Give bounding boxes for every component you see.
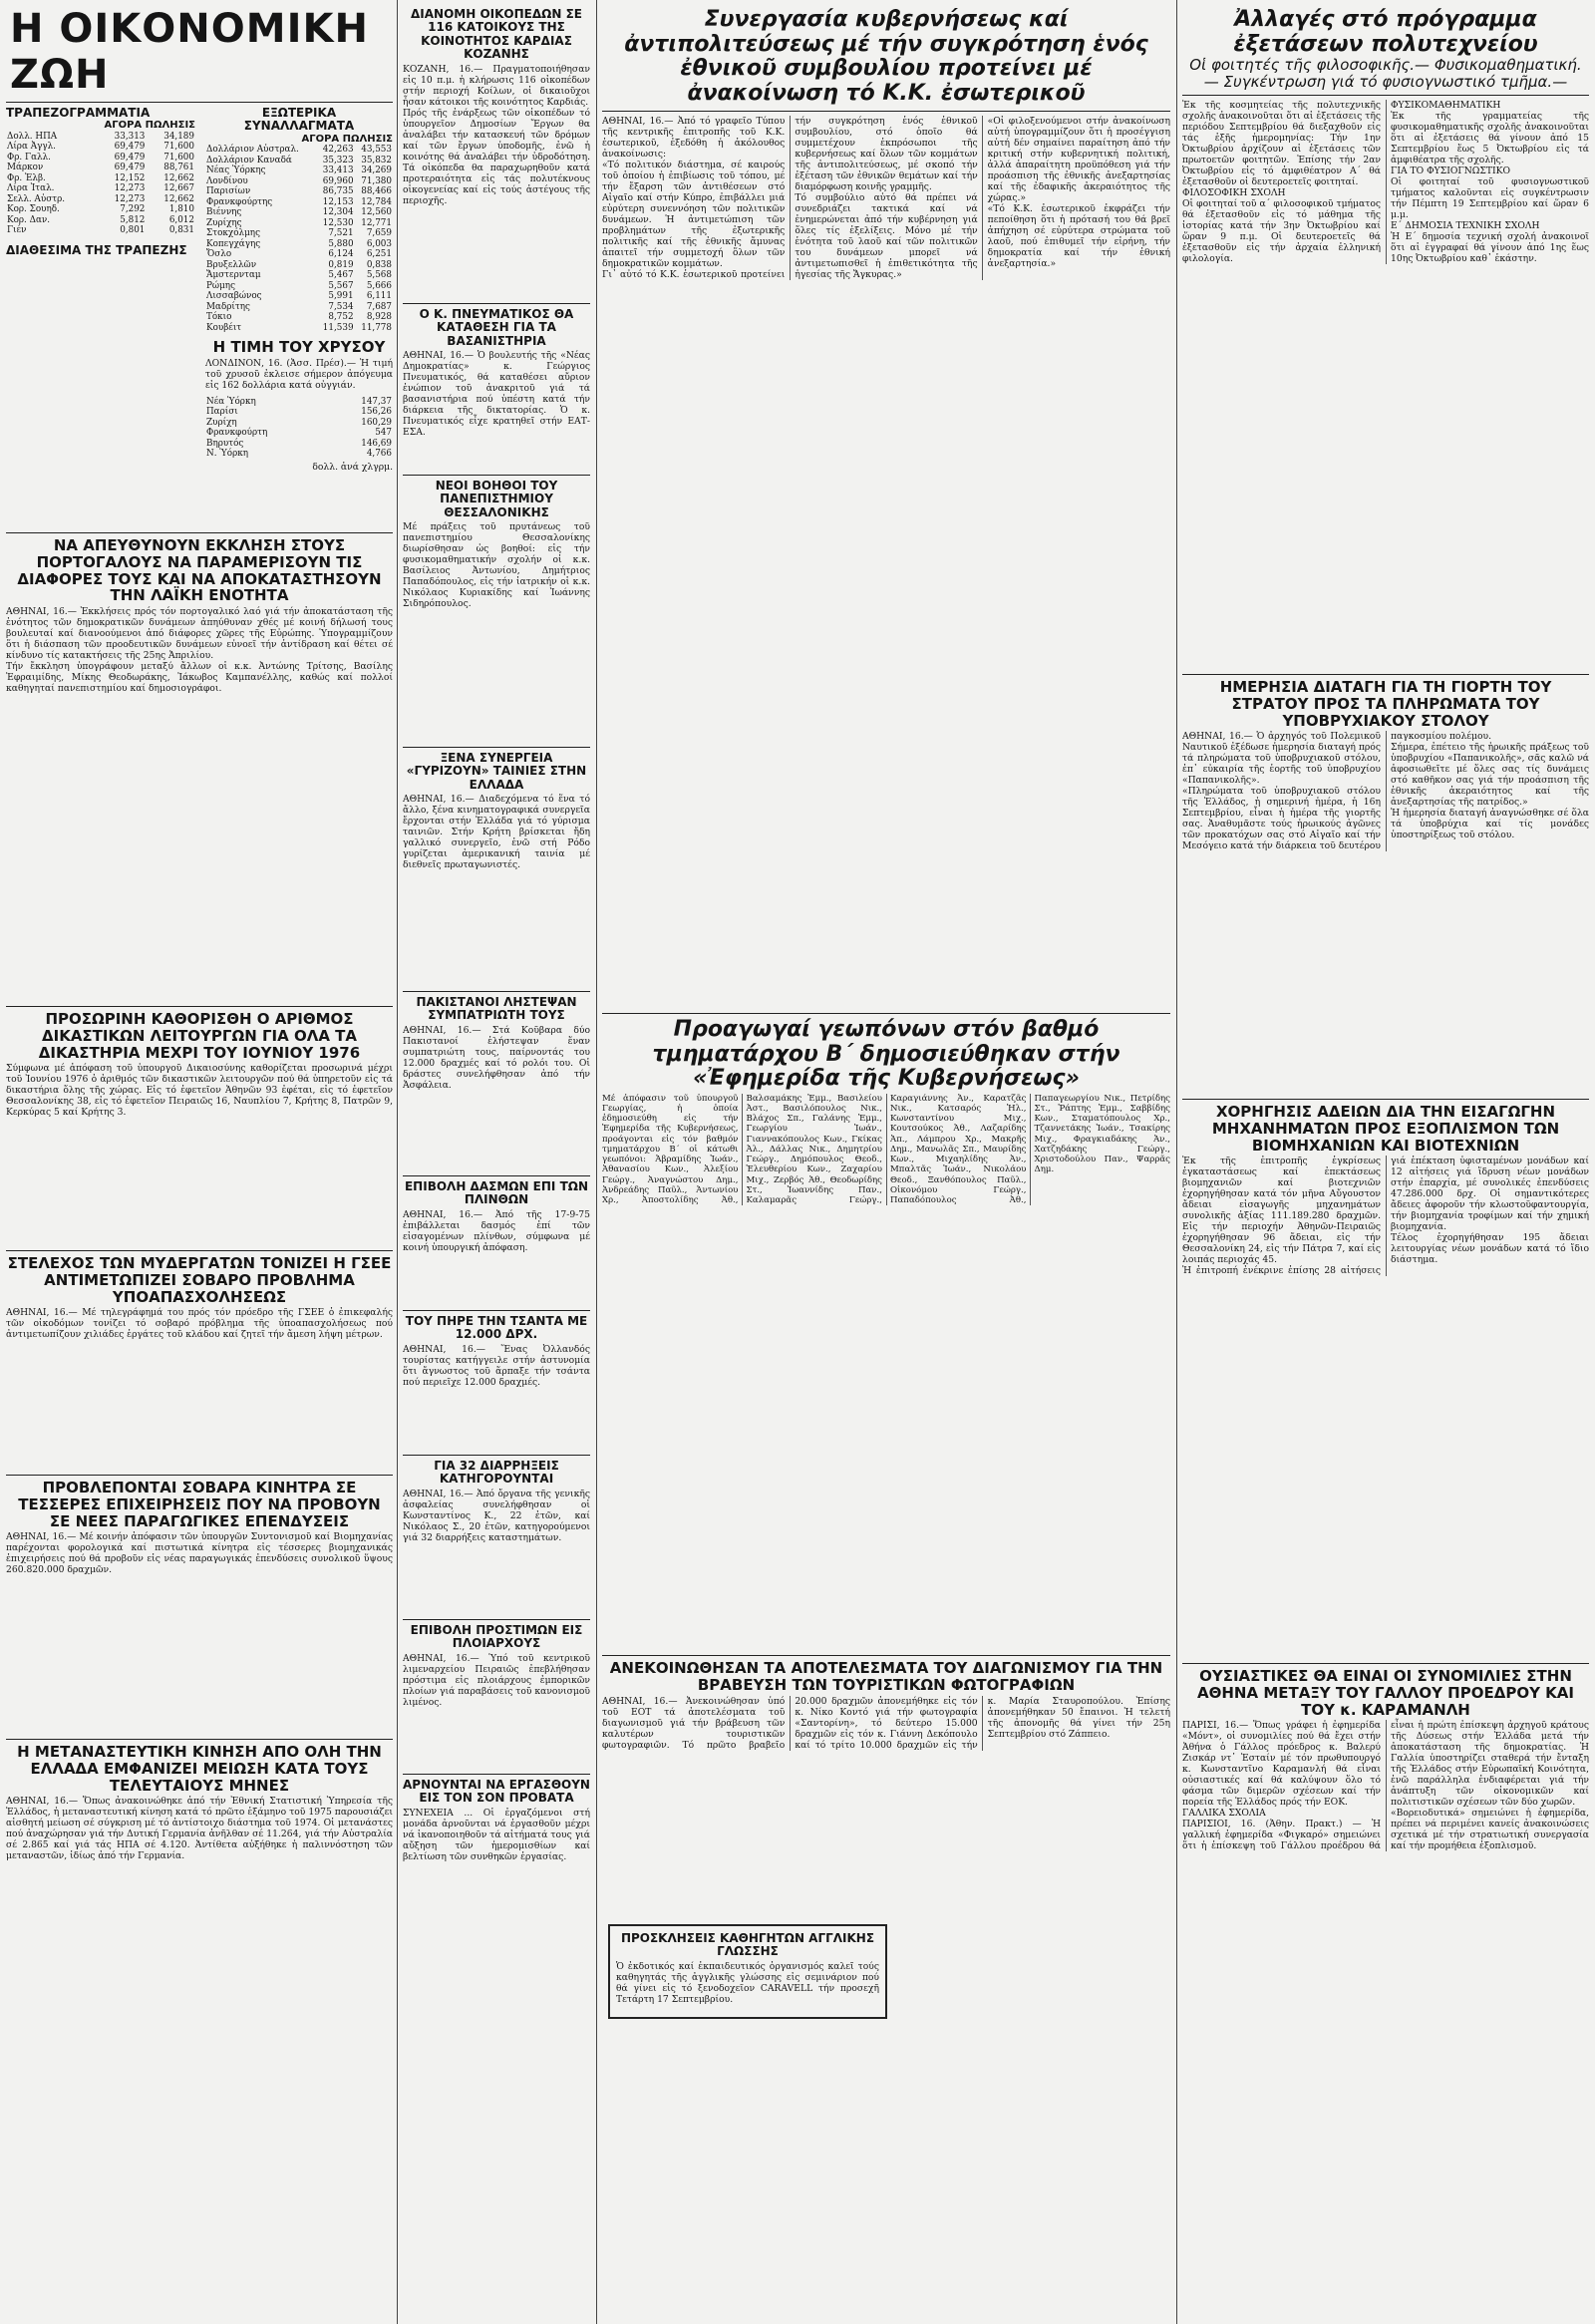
divider [403,1310,590,1311]
table-cell: Κορ. Σουηδ. [7,204,60,215]
incentives-headline: ΠΡΟΒΛΕΠΟΝΤΑΙ ΣΟΒΑΡΑ ΚΙΝΗΤΡΑ ΣΕ ΤΕΣΣΕΡΕΣ ΕΠΙΧΕΙΡΗΣΕΙΣ ΠΟΥ ΝΑ ΠΡΟΒΟΥΝ ΣΕ ΝΕΕΣ ΠΑΡΑΓΩΓΙΚΕΣ ΕΠΕΝΔΥΣΕΙΣ [18,1479,381,1530]
refuse-work-headline: ΑΡΝΟΥΝΤΑΙ ΝΑ ΕΡΓΑΣΘΟΥΝ ΕΙΣ ΤΟΝ ΣΟΝ ΠΡΟΒΑΤΑ [403,1778,590,1806]
tourist-films-headline: ΞΕΝΑ ΣΥΝΕΡΓΕΙΑ «ΓΥΡΙΖΟΥΝ» ΤΑΙΝΙΕΣ ΣΤΗΝ ΕΛΛΑΔΑ [406,751,587,792]
table-cell: 7,687 [366,301,392,312]
table-cell: Σελλ. Αὐστρ. [7,193,66,204]
table-row [205,218,393,229]
courts-headline: ΠΡΟΣΩΡΙΝΗ ΚΑΘΟΡΙΣΘΗ Ο ΑΡΙΘΜΟΣ ΔΙΚΑΣΤΙΚΩΝ ΛΕΙΤΟΥΡΓΩΝ ΓΙΑ ΟΛΑ ΤΑ ΔΙΚΑΣΤΗΡΙΑ ΜΕΧΡΙ ΤΟΥ ΙΟΥΝΙΟΥ 1976 [38,1010,361,1062]
table-row [205,156,393,166]
table-cell: Λίρα Ἀγγλ. [7,142,56,153]
table-cell: 69,960 [322,175,354,186]
table-cell: 5,666 [366,280,392,291]
exams-subhead: Οἱ φοιτητές τῆς φιλοσοφικῆς.— Φυσικομαθηματική.— Συγκέντρωση γιά τό φυσιογνωστικό τμῆμα.— [1189,56,1582,92]
bonds-heading: ΤΡΑΠΕΖΟΓΡΑΜΜΑΤΙΑ [6,106,151,120]
photo-contest-body: ΑΘΗΝΑΙ, 16.— Ἀνεκοινώθησαν ὑπό τοῦ ΕΟΤ τά ἀποτελέσματα τοῦ διαγωνισμοῦ γιά τήν βράβευση τῶν καλυτέρων τουριστικῶν φωτογραφιῶν. Τό πρῶτο βραβεῖο 20.000 δραχμῶν ἀπονεμήθηκε εἰς τόν κ. Νίκο Κοντό γιά τήν φωτογραφία «Σαντορίνη», τό δεύτερο 15.000 δραχμῶν εἰς τόν κ. Γιάννη Δεκόπουλο καί τό τρίτο 10.000 δραχμῶν εἰς τήν κ. Μαρία Σταυροπούλου. Ἐπίσης ἀπονεμήθηκαν 50 ἔπαινοι. Ἡ τελετή τῆς ἀπονομῆς θά γίνει τήν 25η Σεπτεμβρίου στό Ζάππειο. [602,1695,1170,1751]
table-cell: Κουβέιτ [206,322,242,333]
table-cell: 71,600 [163,142,194,153]
arrests-body: ΑΘΗΝΑΙ, 16.— Ἀπό ὄργανα τῆς γενικῆς ἀσφαλείας συνελήφθησαν οἱ Κωνσταντίνος Κ., 22 ἐτῶν, καί Νικόλαος Σ., 20 ἐτῶν, κατηγορούμενοι γιά 32 διαρρήξεις καταστημάτων. [403,1488,590,1543]
table-cell: Παρίσι [206,407,238,418]
table-cell: 7,659 [366,228,392,239]
table-cell: Κορ. Δαν. [7,214,51,225]
bag-headline: ΤΟΥ ΠΗΡΕ ΤΗΝ ΤΣΑΝΤΑ ΜΕ 12.000 ΔΡΧ. [405,1314,588,1342]
table-cell: 86,735 [322,186,354,197]
table-cell: 12,273 [114,183,146,194]
karamanlis-headline: ΟΥΣΙΑΣΤΙΚΕΣ ΘΑ ΕΙΝΑΙ ΟΙ ΣΥΝΟΜΙΛΙΕΣ ΣΤΗΝ ΑΘΗΝΑ ΜΕΤΑΞΥ ΤΟΥ ΓΑΛΛΟΥ ΠΡΟΕΔΡΟΥ ΚΑΙ ΤΟΥ κ. ΚΑΡΑΜΑΝΛΗ [1197,1667,1574,1719]
article-helpers [403,471,590,740]
divider [6,1739,393,1740]
cooperation-headline: Συνεργασία κυβερνήσεως καί ἀντιπολιτεύσεως μέ τήν συγκρότηση ἑνός ἐθνικοῦ συμβουλίου προτείνει μέ ἀνακοίνωση τό Κ.Κ. ἐσωτερικοῦ [624,8,1148,106]
table-cell: Βηρυτός [206,438,244,449]
table-cell: 69,479 [114,142,146,153]
table-cell: 12,784 [361,196,392,207]
gsee-body: ΑΘΗΝΑΙ, 16.— Μέ τηλεγράφημά του πρός τόν πρόεδρο τῆς ΓΣΕΕ ὁ ἐπικεφαλής τῶν οἰκοδόμων τονίζει τό σοβαρό πρόβλημα τῆς ὑποαπασχολήσεως πού ἀντιμετωπίζουν χιλιάδες ἐργάτες τοῦ κλάδου καί ζητεῖ τήν ἄμεση λήψη μέτρων. [6,1307,393,1341]
table-cell: 8,752 [328,312,354,323]
table-cell: 11,539 [322,322,354,333]
currency-heading: ΕΞΩΤΕΡΙΚΑ ΣΥΝΑΛΛΑΓΜΑΤΑ [243,106,355,134]
divider [403,303,590,304]
licenses-headline: ΧΟΡΗΓΗΣΙΣ ΑΔΕΙΩΝ ΔΙΑ ΤΗΝ ΕΙΣΑΓΩΓΗΝ ΜΗΧΑΝΗΜΑΤΩΝ ΠΡΟΣ ΕΞΟΠΛΙΣΜΟΝ ΤΩΝ ΒΙΟΜΗΧΑΝΙΩΝ ΚΑΙ ΒΙΟΤΕΧΝΙΩΝ [1211,1103,1560,1155]
table-cell: 6,124 [328,249,354,260]
table-cell: 7,534 [328,301,354,312]
table-cell: Στοκχόλμης [206,228,260,239]
table-row [205,449,393,460]
article-kozani [403,8,590,297]
table-cell: 88,761 [163,163,194,173]
article-bag [403,1306,590,1446]
table-row [205,176,393,187]
column-rule [1176,0,1177,2324]
table-cell: 43,553 [361,145,392,156]
table-cell: 12,662 [163,172,194,183]
table-row [205,145,393,156]
table-row [205,260,393,271]
article-karamanlis [1182,1659,1589,2317]
tolls-body: ΑΘΗΝΑΙ, 16.— Ἀπό τῆς 17-9-75 ἐπιβάλλεται δασμός ἐπί τῶν εἰσαγομένων πλίνθων, σύμφωνα μέ κοινή ὑπουργική ἀπόφαση. [403,1208,590,1253]
article-gsee [6,1246,393,1466]
table-cell: 71,600 [163,152,194,163]
divider [6,1475,393,1476]
table-cell: Γιέν [7,225,27,236]
divider [1182,674,1589,675]
article-pakistani [403,987,590,1166]
table-cell: 35,323 [322,155,354,166]
table-row [6,132,195,143]
divider [403,1619,590,1620]
table-cell: Ζυρίχης [206,217,242,228]
table-row [205,439,393,450]
fines-headline: ΕΠΙΒΟΛΗ ΠΡΟΣΤΙΜΩΝ ΕΙΣ ΠΛΟΙΑΡΧΟΥΣ [410,1623,583,1651]
table-cell: Φρανκφούρτη [206,428,268,439]
cooperation-body: ΑΘΗΝΑΙ, 16.— Ἀπό τό γραφεῖο Τύπου τῆς κεντρικῆς ἐπιτροπῆς τοῦ Κ.Κ. ἐσωτερικοῦ, ἐξεδόθη ἡ ἀκόλουθος ἀνακοίνωσις: «Τό πολιτικόν διάστημα, σέ καιρούς τοῦ ὁποίου ἡ ἐπιβίωσις τοῦ τόπου, μέ τήν ἔξαρση τῶν ἀντιθέσεων στό Αἰγαῖο καί στήν Κύπρο, ἐπιβάλλει μιά εὐρύτερη συνεννόηση τῶν πολιτικῶν δυνάμεων. Ἡ ἀντιμετώπιση τῶν προβλημάτων τῆς ἐξωτερικῆς πολιτικῆς καί τῆς ἐθνικῆς ἄμυνας ἀπαιτεῖ τήν συμμετοχή ὅλων τῶν δημοκρατικῶν κομμάτων. Γι᾽ αὐτό τό Κ.Κ. ἐσωτερικοῦ προτείνει τήν συγκρότηση ἑνός ἐθνικοῦ συμβουλίου, στό ὁποῖο θά συμμετέχουν ἐκπρόσωποι τῆς κυβερνήσεως καί ὅλων τῶν κομμάτων τῆς ἀντιπολιτεύσεως, μέ σκοπό τήν ἐξέταση τῶν ἐθνικῶν θεμάτων καί τήν διαμόρφωση κοινῆς γραμμῆς. Τό συμβούλιο αὐτό θά πρέπει νά συνεδριάζει τακτικά καί νά ἐνημερώνεται ἀπό τήν κυβέρνηση γιά ὅλες τίς ἐξελίξεις. Μόνο μέ τήν ἑνότητα τοῦ λαοῦ καί τῶν πολιτικῶν του δυνάμεων μπορεῖ νά ἀντιμετωπισθεῖ ἡ ἐπιθετικότητα τῆς ἡγεσίας τῆς Ἄγκυρας.» «Οἱ φιλοξενούμενοι στήν ἀνακοίνωση αὐτή ὑπογραμμίζουν ὅτι ἡ προσέγγιση αὐτή δέν σημαίνει παραίτηση ἀπό τήν κριτική στήν κυβερνητική πολιτική, ἀλλά ἀπαραίτητη προϋπόθεση γιά τήν προάσπιση τῆς ἐθνικῆς ἀνεξαρτησίας καί τῆς ἐδαφικῆς ἀκεραιότητος τῆς χώρας.» «Τό Κ.Κ. ἐσωτερικοῦ ἐκφράζει τήν πεποίθηση ὅτι ἡ πρότασή του θά βρεῖ ἀπήχηση σέ εὐρύτερα στρώματα τοῦ λαοῦ, πού ἐπιθυμεῖ τήν εἰρήνη, τήν δημοκρατία καί τήν ἐθνική ἀνεξαρτησία.» [602,115,1170,280]
bonds-subheading: ΑΓΟΡΑ ΠΩΛΗΣΙΣ [104,120,195,132]
pakistani-body: ΑΘΗΝΑΙ, 16.— Στά Κοῦβαρα δύο Πακιστανοί ἐλήστεψαν ἕναν συμπατριώτη τους, παίρνοντάς του 12.000 δραχμές καί τό ρολόι του. Οἱ δράστες συνελήφθησαν ἀπό τήν Ἀσφάλεια. [403,1024,590,1091]
portugal-headline: ΝΑ ΑΠΕΥΘΥΝΟΥΝ ΕΚΚΛΗΣΗ ΣΤΟΥΣ ΠΟΡΤΟΓΑΛΟΥΣ ΝΑ ΠΑΡΑΜΕΡΙΣΟΥΝ ΤΙΣ ΔΙΑΦΟΡΕΣ ΤΟΥΣ ΚΑΙ ΝΑ ΑΠΟΚΑΤΑΣΤΗΣΟΥΝ ΤΗΝ ΛΑΪΚΗ ΕΝΟΤΗΤΑ [17,536,382,605]
pneumatikos-body: ΑΘΗΝΑΙ, 16.— Ὁ βουλευτής τῆς «Νέας Δημοκρατίας» κ. Γεώργιος Πνευματικός, θά καταθέσει αὔριον ἐνώπιον τοῦ ἀνακριτοῦ γιά τά βασανιστήρια πού ὑπέστη κατά τήν διάρκεια τῆς δικτατορίας. Ὁ κ. Πνευματικός εἶχε κρατηθεῖ στήν ΕΑΤ-ΕΣΑ. [403,350,590,439]
table-row [205,239,393,250]
table-cell: 69,479 [114,163,146,173]
table-row [205,312,393,323]
table-cell: Ζυρίχη [206,417,237,428]
table-row [205,323,393,334]
table-row [6,153,195,164]
table-cell: 34,269 [361,166,392,176]
bag-body: ΑΘΗΝΑΙ, 16.— Ἕνας Ὀλλανδός τουρίστας κατήγγειλε στήν ἀστυνομία ὅτι ἄγνωστος τοῦ ἅρπαξε τήν τσάντα πού περιεῖχε 12.000 δραχμές. [403,1343,590,1388]
table-cell: Νέας Ὑόρκης [206,166,266,176]
gold-footer: δολλ. ἀνά χλγρμ. [312,461,393,473]
table-cell: Ὄσλο [206,249,232,260]
table-cell: 147,37 [361,396,392,407]
courts-body: Σύμφωνα μέ ἀπόφαση τοῦ ὑπουργοῦ Δικαιοσύνης καθορίζεται προσωρινά μέχρι τοῦ Ἰουνίου 1976 ὁ ἀριθμός τῶν δικαστικῶν λειτουργῶν πού θά ὑπηρετοῦν εἰς τά δικαστήρια ὅλης τῆς χώρας. Εἰς τό ἐφετεῖον Ἀθηνῶν 93 ἐφέται, εἰς τό ἐφετεῖον Θεσσαλονίκης 38, εἰς τό ἐφετεῖον Πειραιῶς 16, Ναυπλίου 7, Κρήτης 8, Πατρῶν 9, Κερκύρας 5 καί Κρήτης 3. [6,1063,393,1119]
article-fines [403,1615,590,1765]
divider [602,1655,1170,1656]
table-cell: 146,69 [361,438,392,449]
divider [403,747,590,748]
gold-table [205,397,393,460]
table-row [205,249,393,260]
agronomists-headline: Προαγωγαί γεωπόνων στόν βαθμό τμηματάρχου Β΄ δημοσιεύθηκαν στήν «Ἐφημερίδα τῆς Κυβερνήσεως» [652,1017,1120,1092]
table-cell: 69,479 [114,152,146,163]
table-row [6,194,195,205]
table-cell: Φρανκφούρτης [206,196,273,207]
column-rule [397,0,398,2324]
table-row [205,397,393,408]
article-cooperation [602,8,1170,1005]
table-cell: 0,831 [168,225,194,236]
article-tourist-films [403,743,590,982]
table-cell: 35,832 [361,155,392,166]
table-row [205,418,393,429]
table-cell: 160,29 [361,417,392,428]
table-row [205,197,393,208]
table-cell: 12,667 [163,183,194,194]
table-cell: 12,662 [163,193,194,204]
teachers-box [608,1924,887,2019]
table-row [6,215,195,226]
table-cell: Λίρα Ἰταλ. [7,183,55,194]
teachers-body: Ὁ ἐκδοτικός καί ἐκπαιδευτικός ὀργανισμός καλεῖ τούς καθηγητάς τῆς ἀγγλικῆς γλώσσης εἰς σεμινάριον πού θά γίνει εἰς τό ξενοδοχεῖον CARAVELL τήν προσεχῆ Τετάρτη 17 Σεπτεμβρίου. [616,1960,879,2005]
table-cell: 6,003 [366,238,392,249]
table-row [6,225,195,236]
portugal-body: ΑΘΗΝΑΙ, 16.— Ἐκκλήσεις πρός τόν πορτογαλικό λαό γιά τήν ἀποκατάσταση τῆς ἑνότητος τῶν δημοκρατικῶν δυνάμεων ἀπηύθυναν χθές μέ κοινή δήλωσή τους βουλευταί καί διανοούμενοι ἀπό διάφορες χῶρες τῆς Εὐρώπης. Ὑπογραμμίζουν ὅτι ἡ διάσπαση τῶν προοδευτικῶν δυνάμεων εὐνοεῖ τήν ἀντίδραση καί θέτει σέ κίνδυνο τίς κατακτήσεις τῆς 25ης Ἀπριλίου. Τήν ἔκκληση ὑπογράφουν μεταξύ ἄλλων οἱ κ.κ. Ἀντώνης Τρίτσης, Βασίλης Ἐφραιμίδης, Μίκης Θεοδωράκης, Ἰάκωβος Καμπανέλλης, καθώς καί πολλοί καθηγηταί πανεπιστημίου καί δημοσιογράφοι. [6,606,393,695]
table-cell: 5,467 [328,270,354,281]
table-cell: 0,838 [366,259,392,270]
arrests-headline: ΓΙΑ 32 ΔΙΑΡΡΗΞΕΙΣ ΚΑΤΗΓΟΡΟΥΝΤΑΙ [434,1459,559,1487]
helpers-headline: ΝΕΟΙ ΒΟΗΘΟΙ ΤΟΥ ΠΑΝΕΠΙΣΤΗΜΙΟΥ ΘΕΣΣΑΛΟΝΙΚΗΣ [435,479,558,519]
masthead-title: Η ΟΙΚΟΝΟΜΙΚΗ ΖΩΗ [10,6,369,98]
army-day-headline: ΗΜΕΡΗΣΙΑ ΔΙΑΤΑΓΗ ΓΙΑ ΤΗ ΓΙΟΡΤΗ ΤΟΥ ΣΤΡΑΤΟΥ ΠΡΟΣ ΤΑ ΠΛΗΡΩΜΑΤΑ ΤΟΥ ΥΠΟΒΡΥΧΙΑΚΟΥ ΣΤΟΛΟΥ [1219,678,1552,730]
divider [1182,95,1589,96]
pakistani-headline: ΠΑΚΙΣΤΑΝΟΙ ΛΗΣΤΕΨΑΝ ΣΥΜΠΑΤΡΙΩΤΗ ΤΟΥΣ [416,995,577,1023]
kozani-headline: ΔΙΑΝΟΜΗ ΟΙΚΟΠΕΔΩΝ ΣΕ 116 ΚΑΤΟΙΚΟΥΣ ΤΗΣ ΚΟΙΝΟΤΗΤΟΣ ΚΑΡΔΙΑΣ ΚΟΖΑΝΗΣ [411,8,582,62]
table-cell: 5,880 [328,238,354,249]
divider [1182,1663,1589,1664]
table-cell: Τόκιο [206,312,232,323]
table-cell: Δολλ. ΗΠΑ [7,131,58,142]
divider [403,475,590,476]
divider [403,1774,590,1775]
table-cell: 5,812 [120,214,146,225]
table-cell: 12,273 [114,193,146,204]
article-army-day [1182,670,1589,1089]
article-licenses [1182,1095,1589,1653]
table-cell: 5,568 [366,270,392,281]
table-cell: 12,152 [114,172,146,183]
gsee-headline: ΣΤΕΛΕΧΟΣ ΤΩΝ ΜΥΔΕΡΓΑΤΩΝ ΤΟΝΙΖΕΙ Η ΓΣΕΕ ΑΝΤΙΜΕΤΩΠΙΖΕΙ ΣΟΒΑΡΟ ΠΡΟΒΛΗΜΑ ΥΠΟΑΠΑΣΧΟΛΗΣΕΩΣ [7,1254,392,1306]
table-cell: Φρ. Γαλλ. [7,152,51,163]
exams-body: Ἐκ τῆς κοσμητείας τῆς πολυτεχνικῆς σχολῆς ἀνακοινοῦται ὅτι αἱ ἐξετάσεις τῆς περιόδου Σεπτεμβρίου θά διεξαχθοῦν εἰς τάς ἑξῆς ἡμερομηνίας: Τήν 1ην Ὀκτωβρίου ἀρχίζουν αἱ ἐξετάσεις τῶν πρωτοετῶν φοιτητῶν. Ἐπίσης τήν 2αν Ὀκτωβρίου εἰς τό ἀμφιθέατρον Α΄ θά ἐξετασθοῦν οἱ δευτεροετεῖς φοιτηταί. ΦΙΛΟΣΟΦΙΚΗ ΣΧΟΛΗ Οἱ φοιτηταί τοῦ α΄ φιλοσοφικοῦ τμήματος θά ἐξετασθοῦν εἰς τό μάθημα τῆς ἱστορίας κατά τήν 3ην Ὀκτωβρίου καί ὥραν 9 π.μ. Οἱ δευτεροετεῖς θά ἐξετασθοῦν εἰς τήν ἀρχαία ἑλληνική φιλολογία. ΦΥΣΙΚΟΜΑΘΗΜΑΤΙΚΗ Ἐκ τῆς γραμματείας τῆς φυσικομαθηματικῆς σχολῆς ἀνακοινοῦται ὅτι αἱ ἐξετάσεις θά γίνουν ἀπό 15 Σεπτεμβρίου ἕως 5 Ὀκτωβρίου εἰς τά ἀμφιθέατρα τῆς σχολῆς. ΓΙΑ ΤΟ ΦΥΣΙΟΓΝΩΣΤΙΚΟ Οἱ φοιτηταί τοῦ φυσιογνωστικοῦ τμήματος καλοῦνται εἰς συγκέντρωσιν τήν Πέμπτη 19 Σεπτεμβρίου καί ὥραν 6 μ.μ. Ε΄ ΔΗΜΟΣΙΑ ΤΕΧΝΙΚΗ ΣΧΟΛΗ Ἡ Ε΄ δημοσία τεχνική σχολή ἀνακοινοῖ ὅτι αἱ ἐγγραφαί θά γίνουν ἀπό 1ης ἕως 10ης Ὀκτωβρίου καθ᾽ ἑκάστην. [1182,99,1589,264]
agronomists-body: Μέ ἀπόφασιν τοῦ ὑπουργοῦ Γεωργίας, ἡ ὁποία ἐδημοσιεύθη εἰς τήν Ἐφημερίδα τῆς Κυβερνήσεως, προάγονται εἰς τόν βαθμόν τμηματάρχου Β΄ οἱ κάτωθι γεωπόνοι: Ἀβραμίδης Ἰωάν., Ἀθανασίου Κων., Ἀλεξίου Γεώργ., Ἀναγνώστου Δημ., Ἀνδρεάδης Παῦλ., Ἀντωνίου Χρ., Ἀποστολίδης Ἀθ., Βαλσαμάκης Ἐμμ., Βασιλείου Ἀστ., Βασιλόπουλος Νικ., Βλάχος Σπ., Γαλάνης Ἐμμ., Γεωργίου Ἰωάν., Γιαννακόπουλος Κων., Γκίκας Ἀλ., Δάλλας Νικ., Δημητρίου Γεώργ., Δημόπουλος Θεοδ., Ἐλευθερίου Κων., Ζαχαρίου Μιχ., Ζερβός Ἀθ., Θεοδωρίδης Στ., Ἰωαννίδης Παν., Καλαμαρᾶς Γεώργ., Καραγιάννης Ἀν., Καρατζᾶς Νικ., Κατσαρός Ἠλ., Κωνσταντίνου Μιχ., Κουτσούκος Ἀθ., Λαζαρίδης Ἀπ., Λάμπρου Χρ., Μακρῆς Δημ., Μανωλᾶς Σπ., Μαυρίδης Κων., Μιχαηλίδης Ἀν., Μπαλτᾶς Ἰωάν., Νικολάου Θεοδ., Ξανθόπουλος Παῦλ., Οἰκονόμου Γεώργ., Παπαδόπουλος Ἀθ., Παπαγεωργίου Νικ., Πετρίδης Στ., Ῥάπτης Ἐμμ., Σαββίδης Κων., Σταματόπουλος Χρ., Τζαννετάκης Ἰωάν., Τσακίρης Μιχ., Φραγκιαδάκης Ἀν., Χατζηδάκης Γεώργ., Χριστοδούλου Παν., Ψαρρᾶς Δημ. [602,1093,1170,1205]
currency-subheading: ΑΓΟΡΑ ΠΩΛΗΣΙΣ [301,133,393,145]
table-row [205,228,393,239]
table-row [205,291,393,302]
kozani-body: ΚΟΖΑΝΗ, 16.— Πραγματοποιήθησαν εἰς 10 π.μ. ἡ κλήρωσις 116 οἰκοπέδων στήν περιοχή Κοίλων, οἱ δικαιοῦχοι ἦσαν κάτοικοι τῆς κοινότητος Καρδιάς. Πρός τῆς ἐνάρξεως τῶν οἰκοπέδων τό ὑπουργεῖον Δημοσίων Ἔργων θα ἀναλάβει τήν κατασκευή τῶν δρόμων καί τῶν ἔργων ὑποδομῆς, ἐνῶ ἡ κοινότης θά ἀναλάβει τήν ὑδροδότηση. Τά οἰκόπεδα θα παραχωρηθοῦν κατά προτεραιότητα εἰς τάς πολυτέκνους οἰκογενείας καί εἰς τούς ἀστέγους τῆς περιοχῆς. [403,63,590,206]
divider [1182,1099,1589,1100]
table-cell: 12,560 [361,207,392,218]
masthead-rule [6,102,393,103]
divider [602,1013,1170,1014]
table-cell: Ν. Ὑόρκη [206,449,249,460]
table-cell: Νέα Ὑόρκη [206,396,256,407]
table-cell: 7,292 [120,204,146,215]
table-row [205,428,393,439]
table-row [205,281,393,292]
bonds-table [6,132,195,236]
table-row [6,173,195,184]
table-cell: Δολλάριον Αὐστραλ. [206,145,299,156]
helpers-body: Μέ πράξεις τοῦ πρυτάνεως τοῦ πανεπιστημίου Θεσσαλονίκης διωρίσθησαν ὡς βοηθοί: εἰς τήν φυσικομαθηματικήν σχολήν οἱ κ.κ. Βασίλειος Ἀντωνίου, Δημήτριος Παπαδόπουλος, εἰς τήν ἰατρικήν οἱ κ.κ. Νικόλαος Κυριακίδης καί Ἰωάννης Σιδηρόπουλος. [403,521,590,610]
article-incentives [6,1471,393,1730]
article-courts [6,1002,393,1241]
bank-heading: ΔΙΑΘΕΣΙΜΑ ΤΗΣ ΤΡΑΠΕΖΗΣ [6,242,187,257]
teachers-headline: ΠΡΟΣΚΛΗΣΕΙΣ ΚΑΘΗΓΗΤΩΝ ΑΓΓΛΙΚΗΣ ΓΛΩΣΣΗΣ [620,1931,875,1959]
table-row [6,163,195,173]
article-arrests [403,1451,590,1610]
table-cell: 11,778 [361,322,392,333]
table-cell: 6,251 [366,249,392,260]
table-row [205,166,393,176]
table-row [205,407,393,418]
article-exams [1182,8,1589,666]
table-row [205,270,393,281]
incentives-body: ΑΘΗΝΑΙ, 16.— Μέ κοινήν ἀπόφασιν τῶν ὑπουργῶν Συντονισμοῦ καί Βιομηχανίας παρέχονται φορολογικά καί πιστωτικά κίνητρα εἰς τέσσερες βιομηχανικάς ἐπιχειρήσεις πού θά προβοῦν εἰς νέας παραγωγικάς ἐπενδύσεις συνολικοῦ ὕψους 260.820.000 δραχμῶν. [6,1531,393,1576]
article-portugal [6,528,393,997]
table-cell: Δολλάριον Καναδά [206,155,292,166]
table-cell: 7,521 [328,228,354,239]
tourist-films-body: ΑΘΗΝΑΙ, 16.— Διαδεχόμενα τό ἕνα τό ἄλλο, ξένα κινηματογραφικά συνεργεῖα ἔρχονται στήν Ἑλλάδα γιά τό γύρισμα ταινιῶν. Στήν Κρήτη βρίσκεται ἤδη γαλλικό συνεργεῖο, ἐνῶ στή Ρόδο γυρίζεται ἀμερικανική ταινία μέ διεθνεῖς πρωταγωνιστές. [403,794,590,871]
refuse-work-body: ΣΥΝΕΧΕΙΑ ... Οἱ ἐργαζόμενοι στή μονάδα ἀρνοῦνται νά ἐργασθοῦν μέχρι νά ἱκανοποιηθοῦν τά αἰτήματά τους γιά αὔξηση τῶν ἡμερομισθίων καί βελτίωση τῶν συνθηκῶν ἐργασίας. [403,1807,590,1862]
divider [6,532,393,533]
table-row [6,183,195,194]
divider [6,1250,393,1251]
table-cell: 88,466 [361,186,392,197]
migration-body: ΑΘΗΝΑΙ, 16.— Ὅπως ἀνακοινώθηκε ἀπό τήν Ἐθνική Στατιστική Ὑπηρεσία τῆς Ἑλλάδος, ἡ μεταναστευτική κίνηση κατά τό πρῶτο ἑξάμηνο τοῦ 1975 παρουσιάζει αἰσθητή μείωση σέ σύγκριση μέ τό ἀντίστοιχο διάστημα τοῦ 1974. Οἱ μετανάστες πού ἀναχώρησαν γιά τήν Δυτική Γερμανία ἀνῆλθαν σέ 11.264, γιά τήν Αὐστραλία σέ 2.865 καί γιά τάς ΗΠΑ σέ 4.120. Ἀντίθετα αὐξήθηκε ἡ παλιννόστηση τῶν μεταναστῶν, ἰδίως ἀπό τήν Γερμανία. [6,1796,393,1862]
table-cell: 6,012 [168,214,194,225]
divider [6,1006,393,1007]
table-cell: Μαδρίτης [206,301,250,312]
table-row [6,142,195,153]
table-cell: 156,26 [361,407,392,418]
table-row [205,186,393,197]
table-cell: 5,991 [328,291,354,302]
exams-headline: Ἀλλαγές στό πρόγραμμα ἐξετάσεων πολυτεχνείου [1233,8,1538,57]
table-cell: 12,153 [322,196,354,207]
column-rule [596,0,597,2324]
divider [403,1455,590,1456]
table-cell: 34,189 [163,131,194,142]
fines-body: ΑΘΗΝΑΙ, 16.— Ὑπό τοῦ κεντρικοῦ λιμεναρχείου Πειραιῶς ἐπεβλήθησαν πρόστιμα εἰς πλοιάρχους ἐμπορικῶν πλοίων γιά παραβάσεις τοῦ κανονισμοῦ λιμένος. [403,1652,590,1708]
table-cell: Ἄμστερνταμ [206,270,261,281]
table-cell: 12,771 [361,217,392,228]
economy-section [6,6,393,524]
migration-headline: Η ΜΕΤΑΝΑΣΤΕΥΤΙΚΗ ΚΙΝΗΣΗ ΑΠΟ ΟΛΗ ΤΗΝ ΕΛΛΑΔΑ ΕΜΦΑΝΙΖΕΙ ΜΕΙΩΣΗ ΚΑΤΑ ΤΟΥΣ ΤΕΛΕΥΤΑΙΟΥΣ ΜΗΝΕΣ [17,1743,382,1795]
divider [403,1175,590,1176]
table-cell: 71,380 [361,175,392,186]
table-cell: 1,810 [168,204,194,215]
table-row [205,302,393,313]
table-cell: Φρ. Ἑλβ. [7,172,46,183]
licenses-body: Ἐκ τῆς ἐπιτροπῆς ἐγκρίσεως ἐγκαταστάσεως καί ἐπεκτάσεως βιομηχανιῶν καί βιοτεχνιῶν ἐχορηγήθησαν κατά τόν μῆνα Αὔγουστον ἄδειαι εἰσαγωγῆς μηχανημάτων συνολικῆς ἀξίας 111.189.280 δραχμῶν. Εἰς τήν περιοχήν Ἀθηνῶν-Πειραιῶς ἐχορηγήθησαν 96 ἄδειαι, εἰς τήν Θεσσαλονίκη 24, εἰς τήν Πάτρα 7, καί εἰς λοιπάς περιοχάς 45. Ἡ ἐπιτροπή ἐνέκρινε ἐπίσης 28 αἰτήσεις γιά ἐπέκταση ὑφισταμένων μονάδων καί 12 αἰτήσεις γιά ἵδρυση νέων μονάδων στήν ἐπαρχία, μέ συνολικές ἐπενδύσεις 47.286.000 δρχ. Οἱ σημαντικότερες ἄδειες ἀφοροῦν τήν κλωστοϋφαντουργία, τήν βιομηχανία τροφίμων καί τήν χημική βιομηχανία. Τέλος ἐχορηγήθησαν 195 ἄδειαι λειτουργίας νέων μονάδων κατά τό ἴδιο διάστημα. [1182,1156,1589,1277]
currency-table [205,145,393,333]
table-cell: 33,313 [114,131,146,142]
table-cell: Βρυξελλῶν [206,259,257,270]
table-cell: 12,304 [322,207,354,218]
army-day-body: ΑΘΗΝΑΙ, 16.— Ὁ ἀρχηγός τοῦ Πολεμικοῦ Ναυτικοῦ ἐξέδωσε ἡμερησία διαταγή πρός τά πληρώματα τοῦ ὑποβρυχιακοῦ στόλου, ἐπ᾽ εὐκαιρία τῆς ἑορτῆς τοῦ ὑποβρυχίου «Παπανικολῆς». «Πληρώματα τοῦ ὑποβρυχιακοῦ στόλου τῆς Ἑλλάδος, ἡ σημερινή ἡμέρα, ἡ 16η Σεπτεμβρίου, εἶναι ἡ ἡμέρα τῆς γιορτῆς σας. Ἀναθυμᾶστε τούς ἡρωικούς ἀγῶνες τῶν προκατόχων σας στό Αἰγαῖο καί τήν Μεσόγειο κατά τήν διάρκεια τοῦ δευτέρου παγκοσμίου πολέμου. Σήμερα, ἐπέτειο τῆς ἡρωικῆς πράξεως τοῦ ὑποβρυχίου «Παπανικολῆς», σᾶς καλῶ νά ἀφοσιωθεῖτε μέ ὅλες σας τίς δυνάμεις στό καθῆκον σας γιά τήν προάσπιση τῆς ἐθνικῆς ἀκεραιότητος καί τῆς ἀνεξαρτησίας τῆς πατρίδος.» Ἡ ἡμερησία διαταγή ἀναγνώσθηκε σέ ὅλα τά ὑποβρύχια καί τίς μονάδες ὑποστηρίξεως τοῦ στόλου. [1182,731,1589,852]
karamanlis-body: ΠΑΡΙΣΙ, 16.— Ὅπως γράφει ἡ ἐφημερίδα «Μόντ», οἱ συνομιλίες πού θά ἔχει στήν Ἀθήνα ὁ Γάλλος πρόεδρος κ. Βαλερύ Ζισκάρ ντ᾽ Ἐσταίν μέ τόν πρωθυπουργό κ. Κωνσταντῖνο Καραμανλή θά εἶναι οὐσιαστικές καί θά καλύψουν ὅλο τό φάσμα τῶν διμερῶν σχέσεων καί τήν πορεία τῆς Ἑλλάδος πρός τήν ΕΟΚ. ΓΑΛΛΙΚΑ ΣΧΟΛΙΑ ΠΑΡΙΣΙΟΙ, 16. (Ἀθην. Πρακτ.) — Ἡ γαλλική ἐφημερίδα «Φιγκαρό» σημειώνει ὅτι ἡ ἐπίσκεψη τοῦ Γάλλου προέδρου θά εἶναι ἡ πρώτη ἐπίσκεψη ἀρχηγοῦ κράτους τῆς Δύσεως στήν Ἑλλάδα μετά τήν ἀποκατάσταση τῆς δημοκρατίας. Ἡ Γαλλία ὑποστηρίζει σταθερά τήν ἔνταξη τῆς Ἑλλάδος στήν Εὐρωπαϊκή Κοινότητα, ἐνῶ παράλληλα ἐνδιαφέρεται γιά τήν ἀνάπτυξη τῶν οἰκονομικῶν καί πολιτιστικῶν σχέσεων τῶν δύο χωρῶν. «Βορειοδυτικά» σημειώνει ἡ ἐφημερίδα, πρέπει νά περιμένει κανείς ἀνακοινώσεις σχετικά μέ τήν στρατιωτική συνεργασία καί τήν προμήθεια ἐξοπλισμοῦ. [1182,1720,1589,1852]
table-cell: 547 [375,428,392,439]
table-cell: 0,801 [120,225,146,236]
table-cell: Λονδίνου [206,175,248,186]
photo-contest-headline: ΑΝΕΚΟΙΝΩΘΗΣΑΝ ΤΑ ΑΠΟΤΕΛΕΣΜΑΤΑ ΤΟΥ ΔΙΑΓΩΝΙΣΜΟΥ ΓΙΑ ΤΗΝ ΒΡΑΒΕΥΣΗ ΤΩΝ ΤΟΥΡΙΣΤΙΚΩΝ ΦΩΤΟΓΡΑΦΙΩΝ [609,1659,1163,1694]
divider [602,111,1170,112]
tolls-headline: ΕΠΙΒΟΛΗ ΔΑΣΜΩΝ ΕΠΙ ΤΩΝ ΠΛΙΝΘΩΝ [404,1179,588,1207]
gold-heading: Η ΤΙΜΗ ΤΟΥ ΧΡΥΣΟΥ [212,338,386,357]
divider [403,991,590,992]
table-cell: 42,263 [322,145,354,156]
article-agronomists [602,1009,1170,1647]
table-cell: Κοπεγχάγης [206,238,261,249]
pneumatikos-headline: Ο Κ. ΠΝΕΥΜΑΤΙΚΟΣ ΘΑ ΚΑΤΑΘΕΣΗ ΓΙΑ ΤΑ ΒΑΣΑΝΙΣΤΗΡΙΑ [419,307,574,348]
article-teachers [608,1924,887,2104]
table-cell: Παρισίων [206,186,251,197]
article-migration [6,1735,393,2318]
table-cell: Μάρκον [7,163,44,173]
table-row [6,204,195,215]
table-cell: Βιέννης [206,207,242,218]
table-row [205,207,393,218]
table-cell: Λισσαβώνος [206,291,262,302]
table-cell: 0,819 [328,259,354,270]
table-cell: 33,413 [322,166,354,176]
table-cell: 12,530 [322,217,354,228]
table-cell: 5,567 [328,280,354,291]
table-cell: 6,111 [366,291,392,302]
article-photo-contest [602,1651,1170,1910]
article-refuse-work [403,1770,590,2318]
table-cell: 8,928 [366,312,392,323]
article-tolls [403,1171,590,1301]
gold-text: ΛΟΝΔΙΝΟΝ, 16. (Ἀσσ. Πρέσ).— Ἡ τιμή τοῦ χρυσοῦ ἐκλεισε σήμερον ἀπόγευμα εἰς 162 δολλάρια κατά οὐγγιάν. [205,357,393,391]
table-cell: 4,766 [366,449,392,460]
article-pneumatikos [403,299,590,469]
table-cell: Ρώμης [206,280,236,291]
